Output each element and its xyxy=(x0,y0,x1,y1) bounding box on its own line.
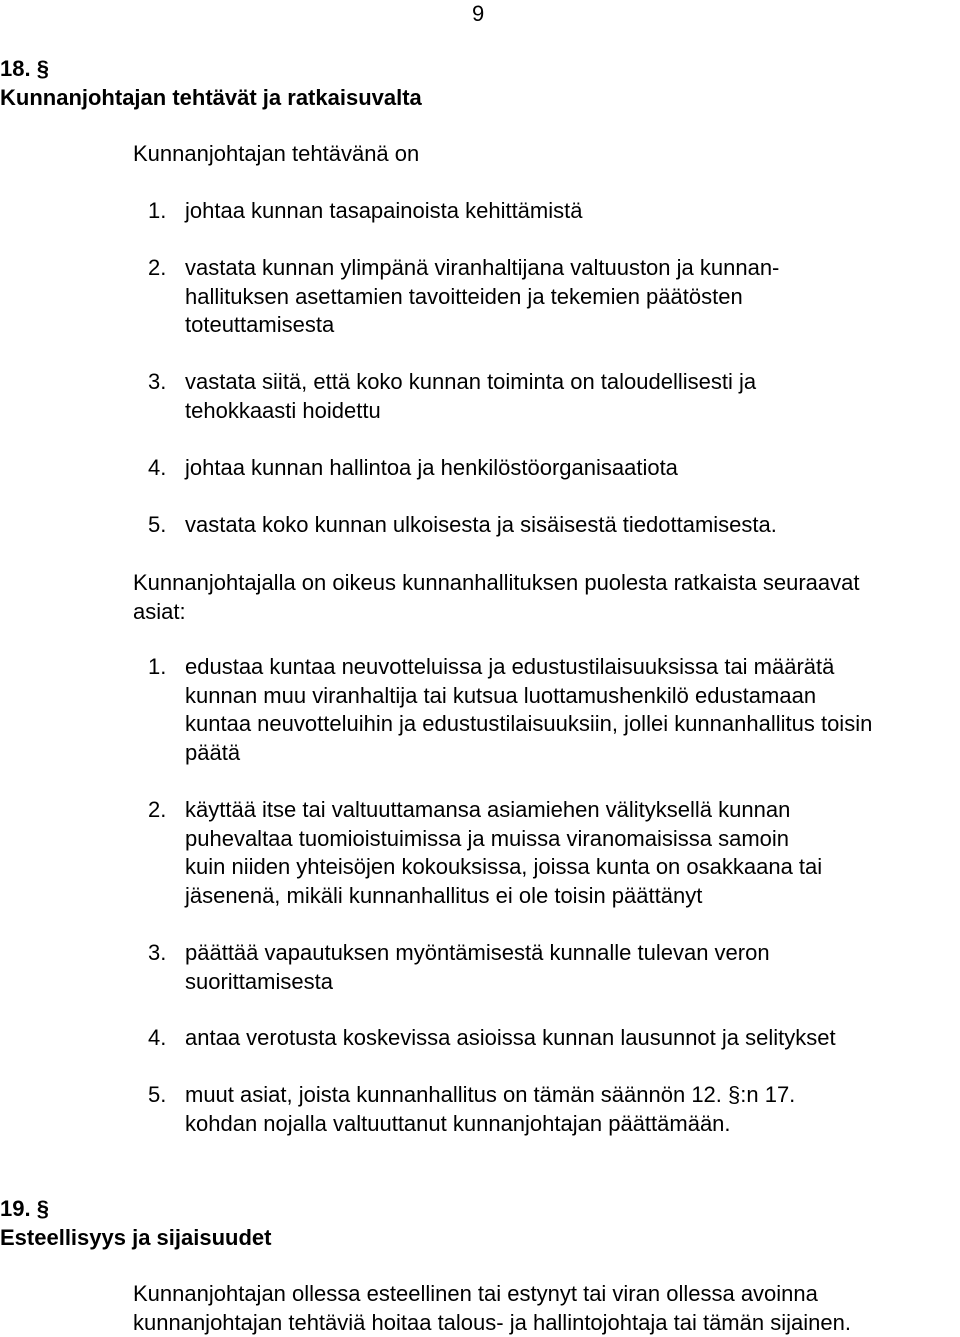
section-19-heading xyxy=(0,1195,271,1252)
authority-item-3 xyxy=(148,939,958,996)
duty-number: 2. xyxy=(148,255,167,280)
authority-number: 3. xyxy=(148,940,167,965)
authority-text: antaa verotusta koskevissa asioissa kunnan lausunnot ja selitykset xyxy=(185,1025,836,1050)
authority-item-4 xyxy=(148,1024,958,1053)
section-18-title: Kunnanjohtajan tehtävät ja ratkaisuvalta xyxy=(0,84,422,110)
duty-text: johtaa kunnan tasapainoista kehittämistä xyxy=(185,198,583,223)
authority-number: 1. xyxy=(148,654,167,679)
section-19-body: Kunnanjohtajan ollessa esteellinen tai estynyt tai viran ollessa avoinna kunnanjohtajan tehtäviä hoitaa talous- ja hallintojohtaja tai tämän sijainen. xyxy=(133,1281,851,1335)
authority-item-1 xyxy=(148,653,958,767)
section-18-number: 18. § xyxy=(0,56,49,81)
section-19-number: 19. § xyxy=(0,1196,49,1221)
authority-text: edustaa kuntaa neuvotteluissa ja edustustilaisuuksissa tai määrätä kunnan muu viranhaltija tai kutsua luottamushenkilö edustamaan kuntaa neuvotteluihin ja edustustilaisuuksiin, jollei kunnanhallitus toisin päätä xyxy=(185,654,873,765)
duty-text: vastata koko kunnan ulkoisesta ja sisäisestä tiedottamisesta. xyxy=(185,512,777,537)
page-number: 9 xyxy=(472,1,485,26)
duty-text: johtaa kunnan hallintoa ja henkilöstöorganisaatiota xyxy=(185,455,678,480)
authority-item-5 xyxy=(148,1081,958,1138)
duty-number: 5. xyxy=(148,512,167,537)
duty-item-2 xyxy=(148,254,958,340)
duty-item-1 xyxy=(148,197,958,226)
authority-text: käyttää itse tai valtuuttamansa asiamiehen välityksellä kunnan puhevaltaa tuomioistuimissa ja muissa viranomaisissa samoin kuin niiden yhteisöjen kokouksissa, joissa kunta on osakkaana tai jäsenenä, mikäli kunnanhallitus ei ole toisin päättänyt xyxy=(185,797,823,908)
duty-item-5 xyxy=(148,511,958,540)
duties-intro: Kunnanjohtajan tehtävänä on xyxy=(133,141,420,166)
duty-item-4 xyxy=(148,454,958,483)
duty-number: 1. xyxy=(148,198,167,223)
authority-intro: Kunnanjohtajalla on oikeus kunnanhallituksen puolesta ratkaista seuraavat asiat: xyxy=(133,570,860,624)
duty-number: 3. xyxy=(148,369,167,394)
section-18-heading xyxy=(0,55,422,112)
authority-text: muut asiat, joista kunnanhallitus on tämän säännön 12. §:n 17. kohdan nojalla valtuuttanut kunnanjohtajan päättämään. xyxy=(185,1082,796,1136)
authority-text: päättää vapautuksen myöntämisestä kunnalle tulevan veron suorittamisesta xyxy=(185,940,770,994)
duty-item-3 xyxy=(148,368,958,425)
authority-number: 4. xyxy=(148,1025,167,1050)
duty-text: vastata siitä, että koko kunnan toiminta on taloudellisesti ja tehokkaasti hoidettu xyxy=(185,369,757,423)
authority-item-2 xyxy=(148,796,958,910)
duty-number: 4. xyxy=(148,455,167,480)
duty-text: vastata kunnan ylimpänä viranhaltijana valtuuston ja kunnan- hallituksen asettamien tavoitteiden ja tekemien päätösten toteuttamisesta xyxy=(185,255,780,337)
section-19-title: Esteellisyys ja sijaisuudet xyxy=(0,1224,272,1250)
authority-number: 2. xyxy=(148,797,167,822)
authority-number: 5. xyxy=(148,1082,167,1107)
